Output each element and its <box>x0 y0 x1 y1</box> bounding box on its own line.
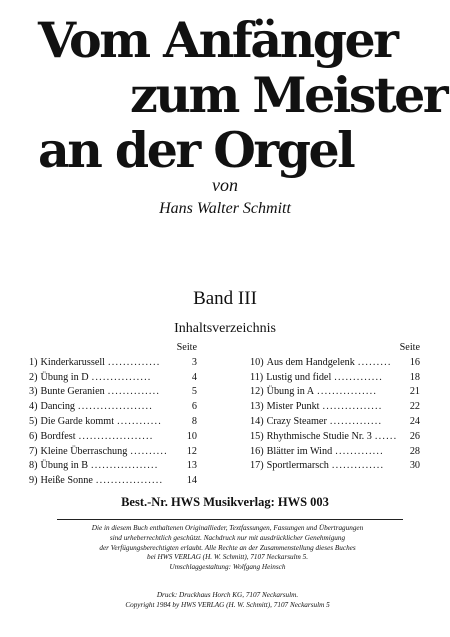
dot-leader: .................... <box>78 430 154 442</box>
entry-page: 5 <box>191 386 197 398</box>
dot-leader: ............. <box>334 371 384 383</box>
page-column-label: Seite <box>176 342 197 353</box>
title-line-1: Vom Anfänger <box>38 11 397 69</box>
printer-imprint <box>40 591 415 611</box>
entry-page: 4 <box>191 371 197 383</box>
entry-title: Bunte Geranien <box>40 386 105 398</box>
notice-line: bei HWS VERLAG (H. W. Schmitt), 7107 Neckarsulm 5. <box>146 553 309 562</box>
entry-page: 14 <box>186 475 197 487</box>
entry-title: Heiße Sonne <box>40 475 93 487</box>
toc-entry <box>250 371 420 386</box>
entry-title: Blätter im Wind <box>266 445 333 457</box>
page-column-label: Seite <box>399 342 420 353</box>
copyright-notice <box>40 524 415 573</box>
byline-von: von <box>212 175 238 195</box>
entry-page: 3 <box>191 356 197 368</box>
entry-number: 11) <box>250 371 264 383</box>
dot-leader: ................ <box>91 371 152 383</box>
imprint-line: Copyright 1984 by HWS VERLAG (H. W. Schmitt), 7107 Neckarsulm 5 <box>125 600 330 609</box>
entry-title: Übung in B <box>40 460 89 472</box>
toc-entry <box>250 356 420 371</box>
entry-page: 16 <box>409 356 420 368</box>
dot-leader: .................. <box>95 475 164 487</box>
entry-page: 26 <box>409 430 420 442</box>
dot-leader: .............. <box>331 460 385 472</box>
entry-number: 10) <box>250 356 264 368</box>
toc-entry <box>29 385 197 400</box>
entry-number: 3) <box>29 386 38 398</box>
toc-entry <box>250 385 420 400</box>
entry-page: 28 <box>409 445 420 457</box>
entry-title: Kinderkarussell <box>40 356 106 368</box>
dot-leader: ............. <box>335 445 384 457</box>
toc-entry <box>250 430 420 445</box>
entry-title: Lustig und fidel <box>266 371 332 383</box>
entry-title: Mister Punkt <box>266 401 320 413</box>
toc-entry <box>29 459 197 474</box>
toc-column-left <box>29 341 197 489</box>
toc-heading: Inhaltsverzeichnis <box>174 321 276 336</box>
toc-entry <box>29 356 197 371</box>
entry-page: 12 <box>186 445 197 457</box>
toc-entry <box>29 400 197 415</box>
toc-entry <box>250 415 420 430</box>
volume-label: Band III <box>193 288 257 309</box>
toc-entry <box>250 445 420 460</box>
dot-leader: .............. <box>107 386 161 398</box>
notice-line: Umschlaggestaltung: Wolfgang Heinsch <box>169 563 286 572</box>
entry-number: 1) <box>29 356 38 368</box>
entry-number: 17) <box>250 460 264 472</box>
entry-number: 15) <box>250 430 264 442</box>
entry-number: 4) <box>29 401 38 413</box>
entry-title: Crazy Steamer <box>266 415 327 427</box>
book-title <box>38 11 447 179</box>
entry-title: Dancing <box>40 401 76 413</box>
entry-title: Bordfest <box>40 430 76 442</box>
entry-title: Übung in D <box>40 371 89 383</box>
entry-title: Sportlermarsch <box>266 460 329 472</box>
entry-number: 8) <box>29 460 38 472</box>
entry-number: 16) <box>250 445 264 457</box>
author-name: Hans Walter Schmitt <box>159 200 291 217</box>
toc-entry <box>29 371 197 386</box>
toc-entry <box>29 430 197 445</box>
entry-number: 7) <box>29 445 38 457</box>
entry-number: 13) <box>250 401 264 413</box>
entry-number: 12) <box>250 386 264 398</box>
entry-number: 9) <box>29 475 38 487</box>
notice-line: Die in diesem Buch enthaltenen Originallieder, Textfassungen, Fassungen und Übertragungen <box>91 524 364 532</box>
entry-page: 18 <box>409 371 420 383</box>
divider-rule <box>57 519 403 520</box>
toc-entry <box>29 445 197 460</box>
notice-line: sind urheberrechtlich geschützt. Nachdruck nur mit ausdrücklicher Genehmigung <box>109 533 346 542</box>
entry-page: 8 <box>191 415 197 427</box>
entry-page: 24 <box>409 415 420 427</box>
dot-leader: .................. <box>91 460 159 472</box>
toc-entry <box>29 415 197 430</box>
entry-title: Die Garde kommt <box>40 415 115 427</box>
toc-entry <box>250 400 420 415</box>
entry-number: 5) <box>29 415 38 427</box>
entry-title: Kleine Überraschung <box>40 445 128 457</box>
entry-title: Aus dem Handgelenk <box>266 356 355 368</box>
entry-title: Übung in A <box>266 386 315 398</box>
dot-leader: .......... <box>130 445 168 457</box>
dot-leader: ................ <box>322 401 383 413</box>
entry-title: Rhythmische Studie Nr. 3 <box>266 430 372 442</box>
toc-column-right <box>250 341 420 474</box>
toc-entry <box>29 474 197 489</box>
title-line-2: zum Meister <box>130 66 447 124</box>
dot-leader: ......... <box>357 356 392 368</box>
dot-leader: .............. <box>108 356 161 368</box>
dot-leader: .................... <box>78 401 153 413</box>
toc-entry <box>250 459 420 474</box>
dot-leader: ................ <box>317 386 378 398</box>
imprint-line: Druck: Druckhaus Horch KG, 7107 Neckarsulm. <box>156 591 299 599</box>
order-number: Best.-Nr. HWS Musikverlag: HWS 003 <box>121 495 329 509</box>
dot-leader: ............ <box>117 415 163 427</box>
entry-page: 6 <box>191 401 197 413</box>
notice-line: der Verfügungsberechtigten erlaubt. Alle Rechte an der Zusammenstellung dieses Buches <box>99 543 356 552</box>
entry-page: 13 <box>186 460 197 472</box>
entry-number: 2) <box>29 371 38 383</box>
entry-number: 14) <box>250 415 264 427</box>
entry-page: 10 <box>186 430 197 442</box>
entry-number: 6) <box>29 430 38 442</box>
dot-leader: ...... <box>374 430 398 442</box>
title-line-3: an der Orgel <box>38 121 354 179</box>
entry-page: 22 <box>409 401 420 413</box>
entry-page: 21 <box>409 386 420 398</box>
dot-leader: .............. <box>329 415 383 427</box>
entry-page: 30 <box>409 460 420 472</box>
